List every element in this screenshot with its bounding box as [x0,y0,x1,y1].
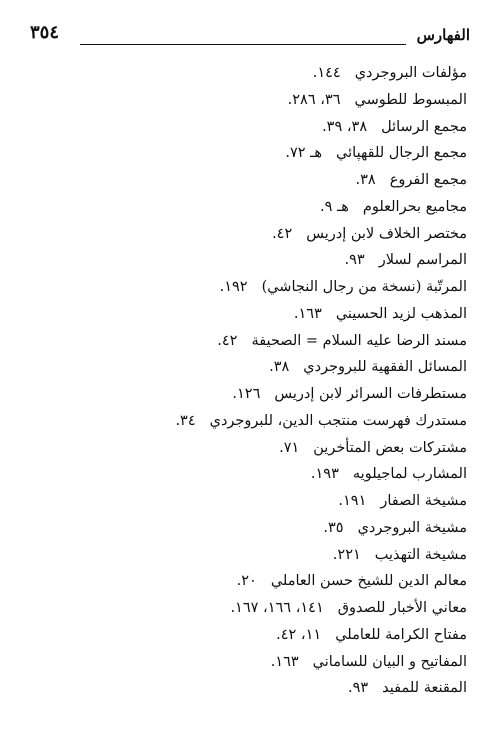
index-entry [27,568,467,595]
entry-pages: هـ ٧٢. [285,145,323,162]
entry-pages: ١٤٤. [312,65,341,81]
index-entry [27,60,467,87]
index-entry [27,140,467,167]
entry-title: المسائل الفقهية للبروجردي [303,359,467,376]
entry-title: معالم الدين للشيخ حسن العاملي [270,573,467,590]
index-entry [27,542,467,569]
index-entry [27,622,467,649]
entry-title: مجمع الرجال للقهپائي [336,145,467,162]
index-entry [27,221,467,248]
index-entry [27,675,467,702]
entry-pages: ١٦٣. [270,653,299,670]
entry-pages: ١٦٣. [293,305,322,322]
entry-title: مختصر الخلاف لابن إدريس [306,225,467,242]
entry-title: المقنعة للمفيد [382,680,467,697]
entry-title: مجاميع بحرالعلوم [362,198,467,215]
entry-pages: هـ ٩. [319,198,349,215]
entry-pages: ٣٨. [269,359,290,376]
entry-pages: ٤٢. [272,225,293,242]
entry-title: المشارب لماجيلويه [352,466,467,483]
entry-pages: ٢٠. [236,573,257,590]
index-entry [27,328,467,355]
entry-title: مجمع الرسائل [381,118,467,135]
entry-pages: ٩٣. [347,680,369,697]
section-title: الفهارس [416,26,470,44]
index-entry [27,167,467,194]
index-entry [27,247,467,274]
index-entry [27,87,467,114]
entry-title: مجمع الفروع [389,172,467,188]
entry-pages: ٢٢١. [332,546,361,563]
index-entry [27,649,467,676]
index-entry [27,595,467,622]
entry-pages: ٧١. [279,439,300,456]
index-entry [27,301,467,328]
entry-title: المبسوط للطوسي [354,91,467,108]
header-rule [80,44,406,45]
entry-title: مستدرك فهرست منتجب الدين، للبروجردي [209,412,467,429]
page-header [30,22,470,52]
index-entry [27,274,467,301]
entry-pages: ١٩١. [338,493,367,509]
index-entry [27,408,467,435]
entry-pages: ١١، ٤٢. [276,626,322,643]
index-entry [27,381,467,408]
entry-title: مستطرفات السرائر لابن إدريس [274,386,467,402]
entry-pages: ١٢٦. [232,386,261,402]
entry-pages: ٣٨، ٣٩. [322,118,368,135]
index-entry [27,435,467,462]
entry-pages: ١٤١، ١٦٦، ١٦٧. [230,600,324,616]
entry-pages: ٤٢. [217,332,238,349]
index-entry [27,488,467,515]
entry-title: المراسم لسلار [378,252,467,269]
entry-title: مشتركات بعض المتأخرين [313,439,467,456]
page-number: ٣٥٤ [30,22,60,43]
entry-title: مفتاح الكرامة للعاملي [335,626,467,643]
index-list [27,60,467,702]
entry-title: مؤلفات البروجردي [354,65,467,81]
entry-title: مشيخة التهذيب [374,546,467,563]
entry-pages: ٣٦، ٢٨٦. [287,91,341,108]
index-entry [27,515,467,542]
entry-pages: ٩٣. [344,252,365,269]
entry-title: مشيخة الصفار [380,493,467,509]
entry-pages: ٣٤. [175,412,196,429]
entry-title: المذهب لزيد الحسيني [335,305,467,322]
entry-title: مشيخة البروجردي [357,519,467,536]
entry-pages: ٣٥. [323,519,344,536]
index-entry [27,194,467,221]
entry-pages: ٣٨. [355,172,376,188]
entry-pages: ١٩٣. [310,466,339,483]
index-entry [27,354,467,381]
entry-title: معاني الأخبار للصدوق [337,600,467,616]
entry-pages: ١٩٢. [219,279,248,295]
index-entry [27,461,467,488]
entry-title: مسند الرضا عليه السلام = الصحيفة [251,332,467,349]
entry-title: المرتّبة (نسخة من رجال النجاشي) [261,279,467,295]
index-entry [27,114,467,141]
entry-title: المفاتيح و البيان للساماني [312,653,467,670]
